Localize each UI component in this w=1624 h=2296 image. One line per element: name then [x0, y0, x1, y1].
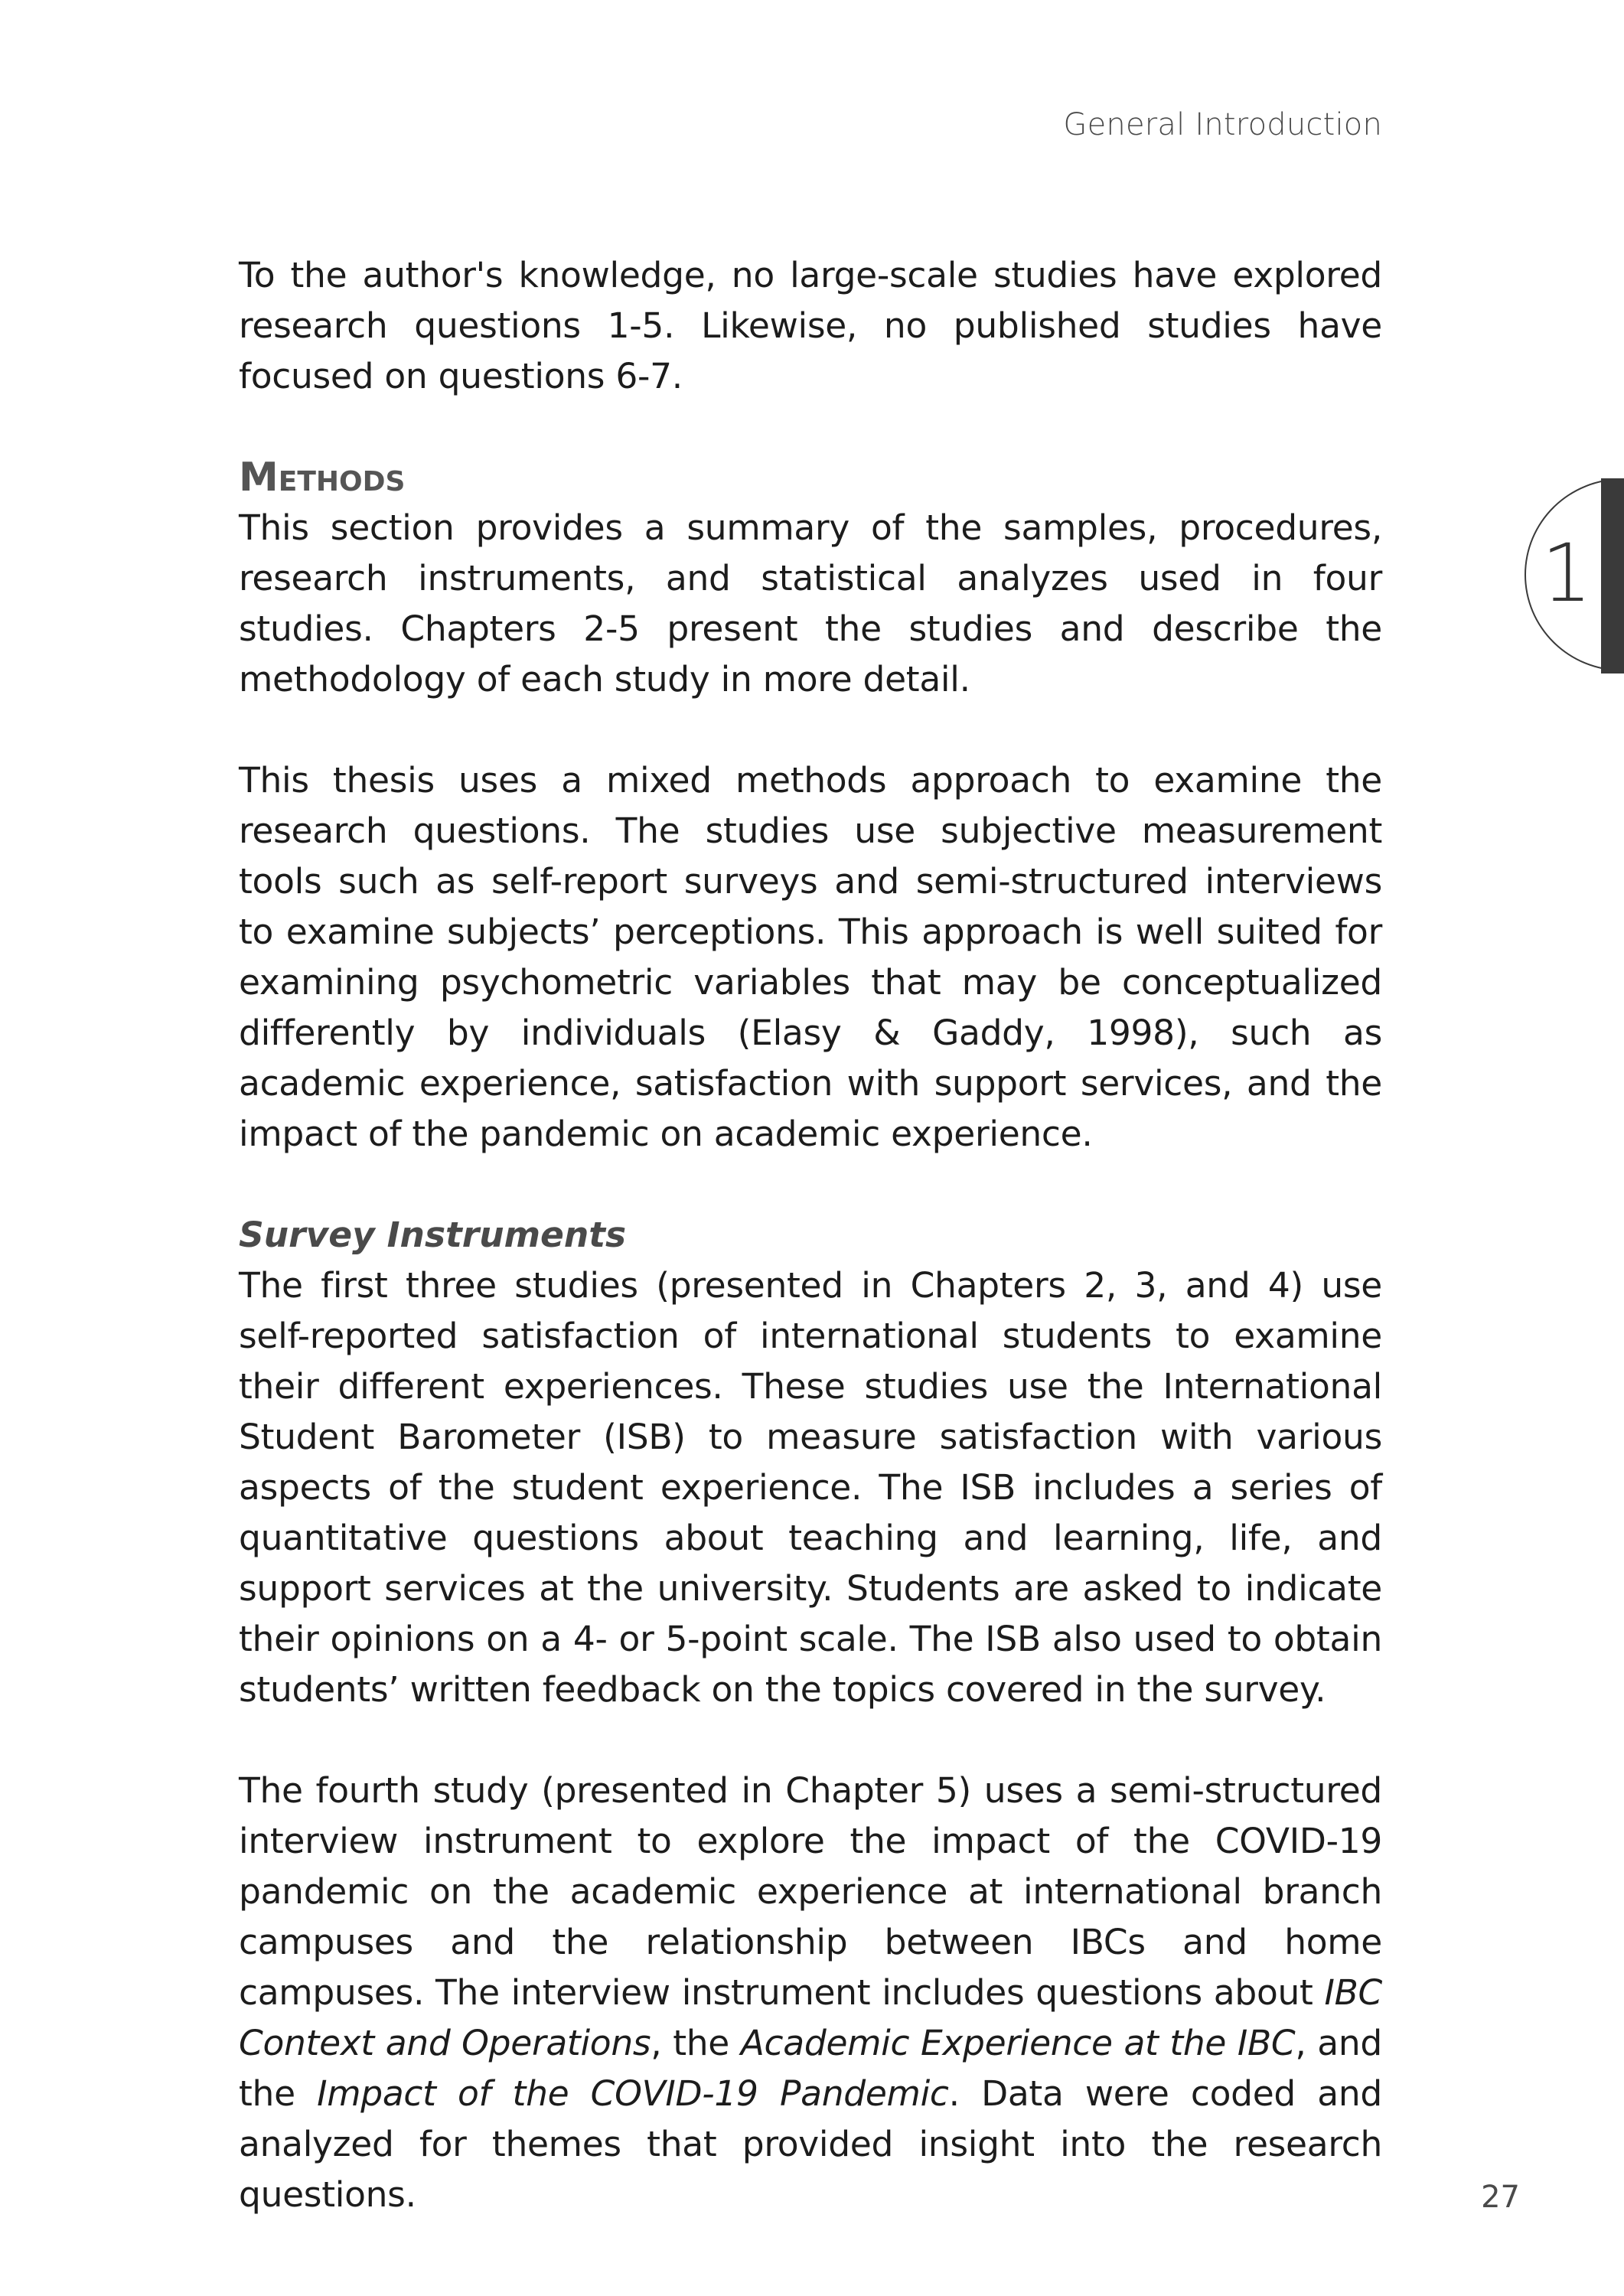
running-head: General Introduction — [1063, 107, 1382, 142]
page-number: 27 — [1481, 2180, 1520, 2215]
approach-paragraph: This thesis uses a mixed methods approach to examine the research questions. The studies use subjective measurement tools such as self-report surveys and semi-structured interviews to examine subjects’ perceptions. This approach is well suited for examining psychometric variables that may be conceptualized differently by individuals (Elasy & Gaddy, 1998), such as academic experience, satisfaction with support services, and the impact of the pandemic on academic experience. — [239, 760, 1382, 1154]
survey-instruments-heading: Survey Instruments — [239, 1215, 627, 1255]
chapter-number: 1 — [1541, 527, 1593, 620]
fourth-study-text-4: . Data were coded and analyzed for themes that provided insight into the research questions. — [239, 2073, 1382, 2215]
chapter-tab-bar — [1601, 478, 1624, 673]
fourth-study-paragraph — [239, 1766, 1382, 2220]
methods-heading: Methods — [239, 455, 406, 501]
fourth-study-text-1: The fourth study (presented in Chapter 5) uses a semi-structured interview instrument to explore the impact of the COVID-19 pandemic on the academic experience at international branch campuses and the relationship between IBCs and home campuses. The interview instrument includes questions about — [239, 1770, 1382, 2013]
covid-impact-term: Impact of the COVID-19 Pandemic — [317, 2073, 949, 2114]
intro-paragraph: To the author's knowledge, no large-scale studies have explored research questions 1-5. Likewise, no published studies have focused on questions 6-7. — [239, 255, 1382, 396]
methods-paragraph: This section provides a summary of the samples, procedures, research instruments, and statistical analyzes used in four studies. Chapters 2-5 present the studies and describe the methodology of each study in more detail. — [239, 507, 1382, 700]
fourth-study-text-3: , and the — [239, 2023, 1382, 2114]
survey-paragraph: The first three studies (presented in Chapters 2, 3, and 4) use self-reported satisfaction of international students to examine their different experiences. These studies use the International Student Barometer (ISB) to measure satisfaction with various aspects of the student experience. The ISB includes a series of quantitative questions about teaching and learning, life, and support services at the university. Students are asked to indicate their opinions on a 4- or 5-point scale. The ISB also used to obtain students’ written feedback on the topics covered in the survey. — [239, 1265, 1382, 1710]
fourth-study-text-2: , the — [651, 2023, 741, 2063]
page-body — [239, 250, 1382, 2220]
ibc-context-term: IBC Context and Operations — [239, 1972, 1382, 2063]
chapter-tab — [1525, 478, 1624, 673]
academic-experience-term: Academic Experience at the IBC — [740, 2023, 1296, 2063]
